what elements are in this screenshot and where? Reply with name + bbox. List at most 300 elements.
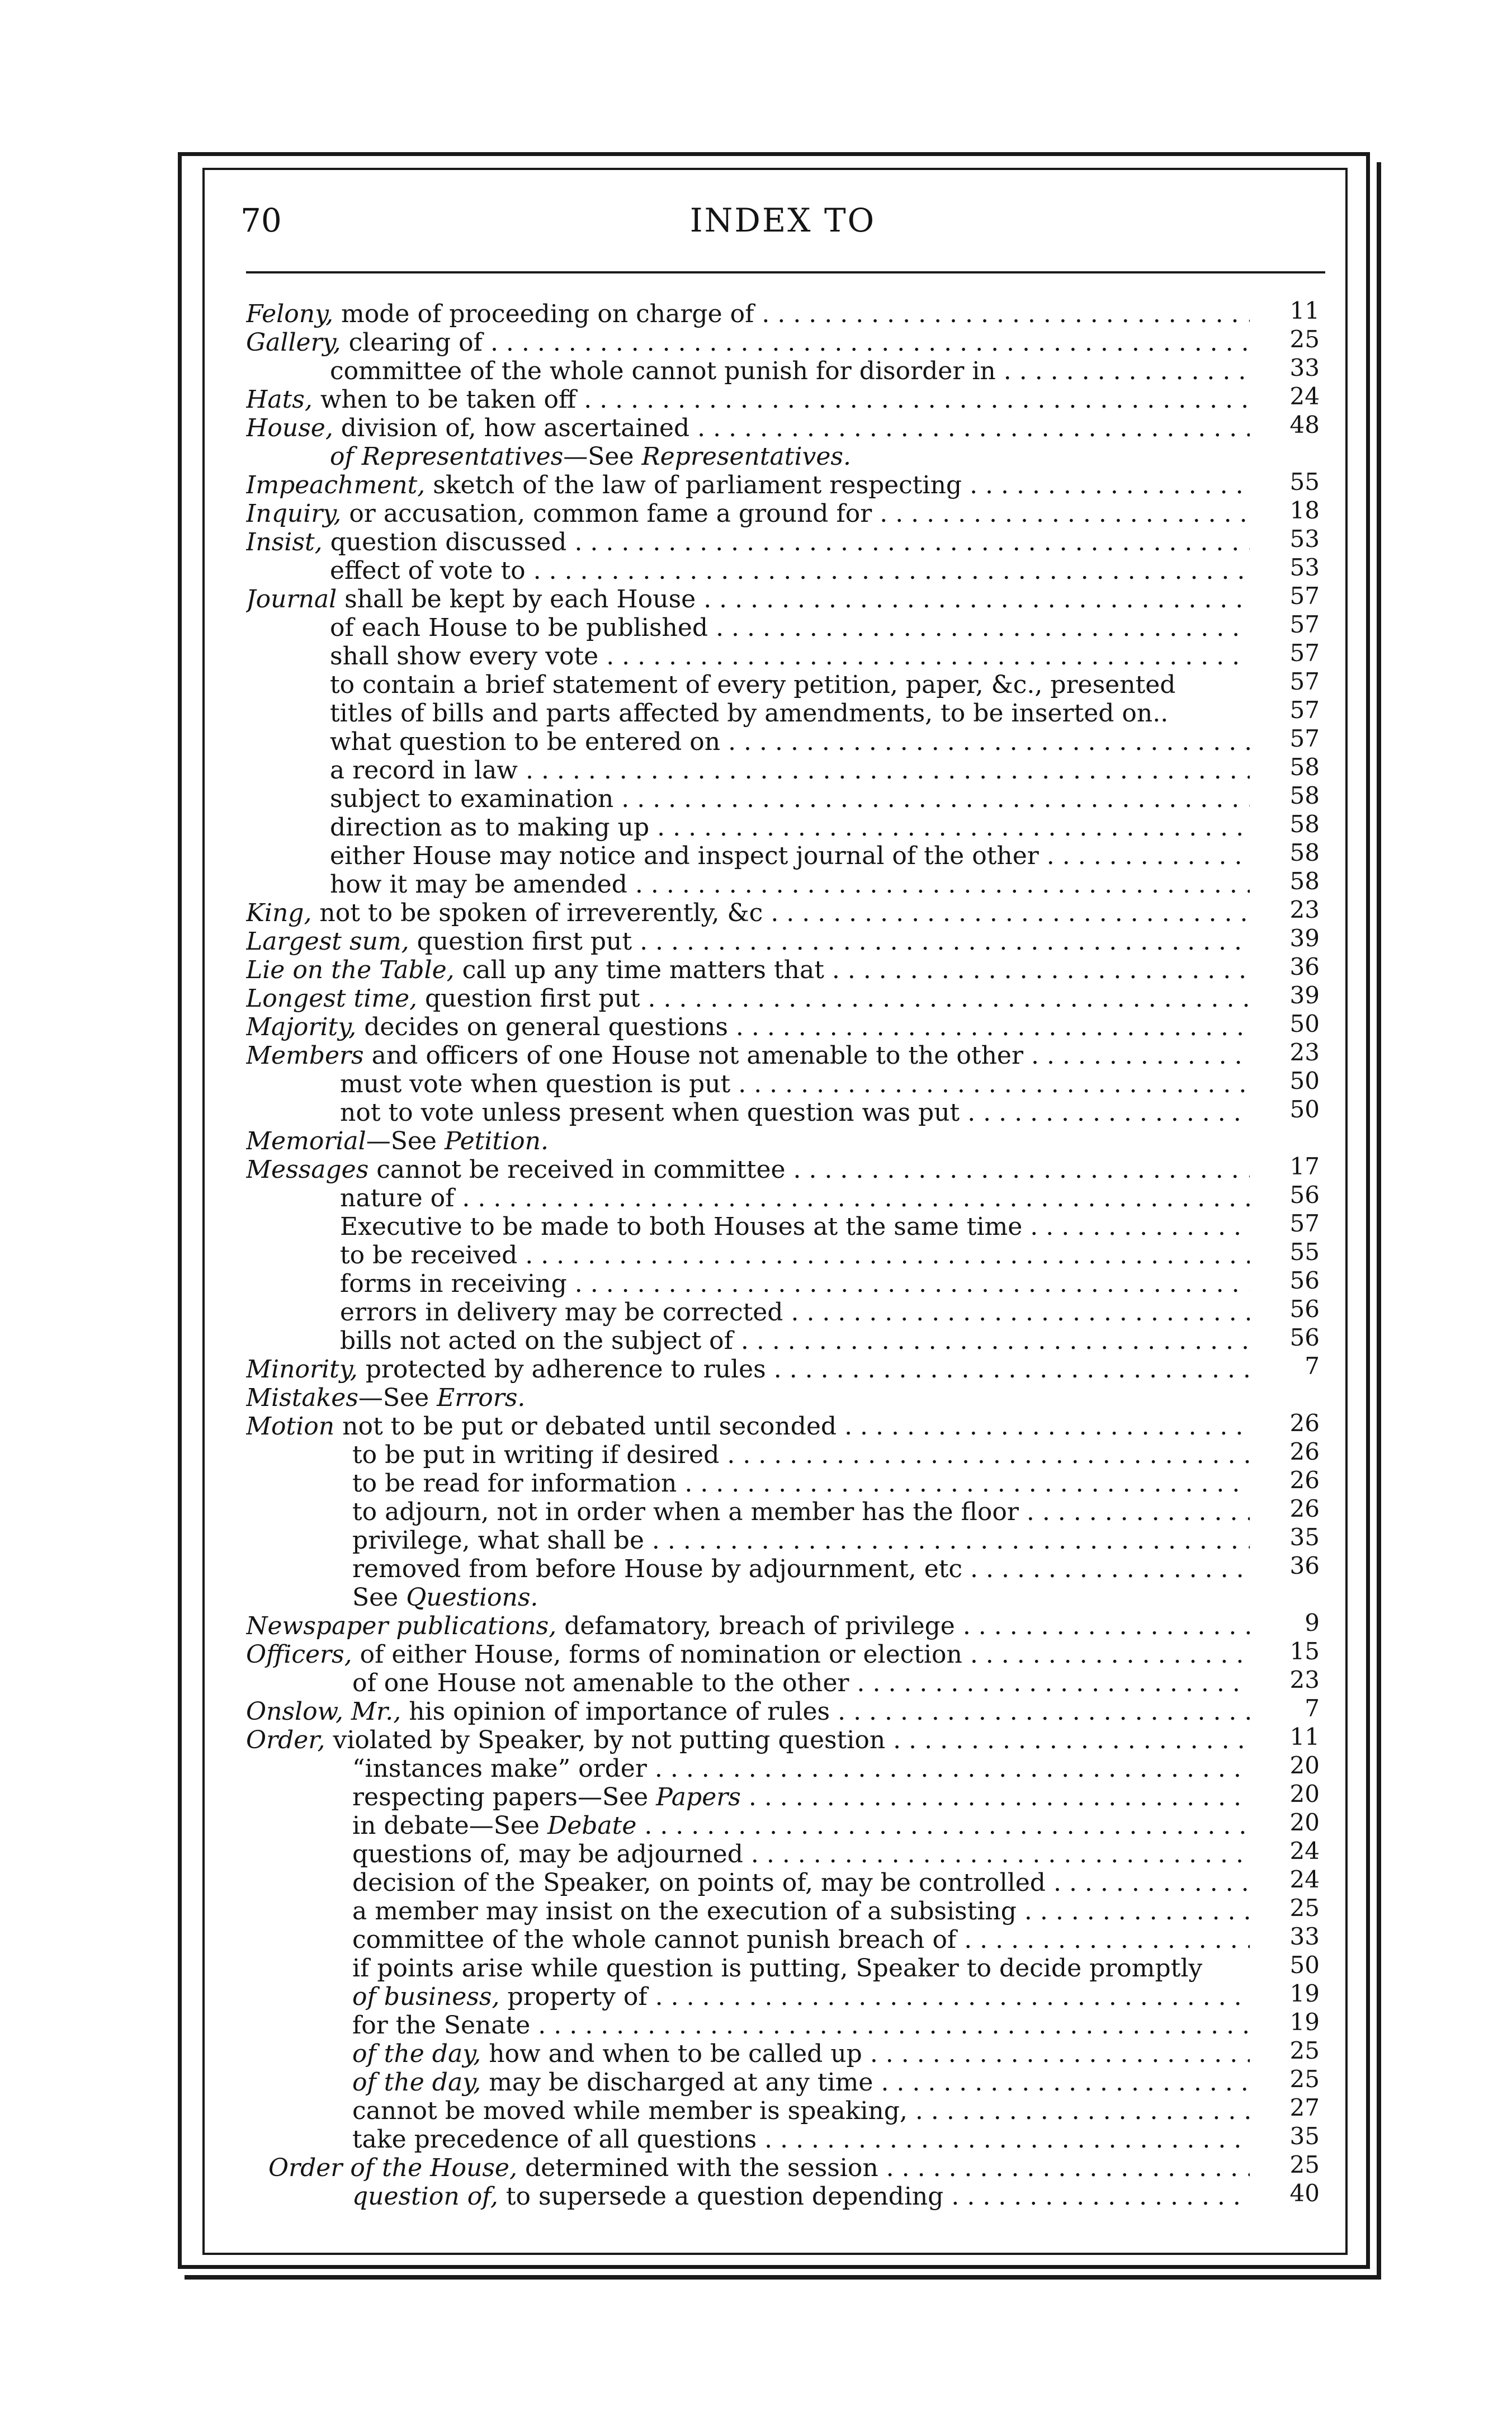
index-entry <box>246 525 1334 556</box>
entry-body: determined with the session <box>517 2154 878 2182</box>
entry-body: either House may notice and inspect journal of the other <box>330 842 1039 870</box>
index-entry <box>246 1466 1334 1498</box>
entry-body: or accusation, common fame a ground for <box>341 499 872 528</box>
entry-body: how it may be amended <box>330 870 627 899</box>
index-entry <box>246 1951 1334 1983</box>
index-entry <box>246 1723 1334 1754</box>
entry-heading: Inquiry, <box>246 499 342 528</box>
entry-cross-reference: Errors. <box>437 1384 526 1412</box>
entry-text <box>352 1441 1250 1469</box>
entry-body: errors in delivery may be corrected <box>340 1298 783 1327</box>
entry-heading: Longest time, <box>246 984 418 1013</box>
entry-body: privilege, what shall be <box>352 1526 644 1555</box>
entry-body: not to vote unless present when question was put <box>340 1098 960 1127</box>
entry-text <box>246 956 1250 984</box>
entry-text <box>246 328 1250 357</box>
entry-body: to contain a brief statement of every petition, paper, &c., presented <box>330 671 1176 699</box>
entry-text <box>352 2068 1250 2097</box>
entry-body: if points arise while question is putting, Speaker to decide promptly <box>352 1954 1203 1983</box>
index-entry <box>246 1837 1334 1868</box>
entry-page-number: 57 <box>1289 611 1320 638</box>
entry-body: how and when to be called up <box>481 2040 862 2068</box>
index-entry <box>246 1552 1334 1583</box>
entry-body: and officers of one House not amenable to the other <box>363 1041 1023 1070</box>
entry-heading: Memorial <box>246 1127 366 1155</box>
entry-body: titles of bills and parts affected by amendments, to be inserted on.. <box>330 699 1169 728</box>
entry-heading: Gallery, <box>246 328 341 357</box>
entry-text <box>352 1897 1250 1926</box>
page-border-shadow-right <box>1377 162 1381 2275</box>
entry-text <box>330 442 1250 471</box>
entry-text <box>352 2011 1250 2040</box>
index-entry <box>246 953 1334 984</box>
entry-page-number: 40 <box>1289 2179 1320 2207</box>
entry-text <box>352 2182 1250 2211</box>
entry-body: sketch of the law of parliament respecting <box>425 471 962 499</box>
entry-text <box>246 471 1250 499</box>
entry-text <box>352 1783 1250 1811</box>
index-entry <box>246 556 1334 585</box>
entry-heading: of the day, <box>352 2040 481 2068</box>
entry-body: to supersede a question depending <box>498 2182 944 2211</box>
index-entry <box>246 1697 1334 1726</box>
index-entry <box>246 810 1334 842</box>
entry-text <box>330 642 1250 671</box>
entry-body: question discussed <box>322 528 567 556</box>
entry-page-number: 35 <box>1289 1523 1320 1551</box>
index-entry <box>246 1067 1334 1098</box>
entry-body: property of <box>499 1983 648 2011</box>
entry-page-number: 20 <box>1289 1752 1320 1779</box>
entry-body: to adjourn, not in order when a member has the floor <box>352 1498 1019 1526</box>
entry-page-number: 53 <box>1289 525 1320 553</box>
entry-text <box>246 499 1250 528</box>
entry-text <box>246 984 1250 1013</box>
running-head: INDEX TO <box>689 201 876 239</box>
index-entry <box>246 611 1334 642</box>
index-entry <box>246 2122 1334 2154</box>
entry-text <box>246 927 1250 956</box>
entry-heading: Felony, <box>246 300 334 328</box>
entry-body: a record in law <box>330 756 518 785</box>
index-entry <box>246 1324 1334 1355</box>
entry-text <box>246 1013 1250 1041</box>
entry-text <box>330 813 1250 842</box>
entry-page-number: 25 <box>1289 1894 1320 1922</box>
index-entry <box>246 1583 1334 1612</box>
entry-body: clearing of <box>341 328 483 357</box>
entry-text <box>340 1298 1250 1327</box>
entry-page-number: 56 <box>1289 1295 1320 1323</box>
index-entry <box>246 1041 1334 1070</box>
entry-body: call up any time matters that <box>454 956 824 984</box>
entry-page-number: 58 <box>1289 782 1320 809</box>
entry-text <box>352 1983 1250 2011</box>
entry-text <box>352 1669 1250 1697</box>
entry-body: violated by Speaker, by not putting question <box>325 1726 886 1754</box>
entry-page-number: 57 <box>1289 582 1320 610</box>
entry-page-number: 33 <box>1289 1923 1320 1950</box>
entry-body: See <box>352 1583 407 1612</box>
entry-body: —See <box>366 1127 445 1155</box>
entry-page-number: 26 <box>1289 1438 1320 1465</box>
entry-heading: Impeachment, <box>246 471 426 499</box>
entry-text <box>352 1954 1250 1983</box>
entry-text <box>340 1070 1250 1098</box>
entry-text <box>246 1697 1250 1726</box>
index-entry <box>246 1238 1334 1270</box>
index-entry <box>246 753 1334 785</box>
entry-heading: Order, <box>246 1726 325 1754</box>
entry-body: nature of <box>340 1184 455 1212</box>
index-entry <box>246 1811 1334 1840</box>
entry-text <box>352 1469 1250 1498</box>
entry-text <box>352 1754 1250 1783</box>
entry-text <box>246 1384 1250 1412</box>
entry-body: decision of the Speaker, on points of, may be controlled <box>352 1868 1046 1897</box>
entry-body: when to be taken off <box>312 385 577 414</box>
entry-heading: Hats, <box>246 385 313 414</box>
entry-body: bills not acted on the subject of <box>340 1327 733 1355</box>
entry-text <box>340 1212 1250 1241</box>
entry-cross-reference: Petition. <box>444 1127 549 1155</box>
index-entry <box>246 1098 1334 1127</box>
entry-body: his opinion of importance of rules <box>401 1697 830 1726</box>
entry-page-number: 25 <box>1289 325 1320 353</box>
entry-body: —See <box>563 442 642 471</box>
entry-text <box>246 1155 1250 1184</box>
index-entry <box>246 1295 1334 1327</box>
index-entry <box>246 468 1334 499</box>
entry-page-number: 24 <box>1289 383 1320 410</box>
entry-body: in debate—See <box>352 1811 547 1840</box>
entry-page-number: 26 <box>1289 1409 1320 1437</box>
entry-text <box>352 2097 1250 2125</box>
index-entry <box>246 896 1334 927</box>
page-number: 70 <box>240 201 282 239</box>
entry-heading: Messages <box>246 1155 369 1184</box>
entry-body: Executive to be made to both Houses at the same time <box>340 1212 1023 1241</box>
entry-text <box>268 2154 1250 2182</box>
entry-heading: Largest sum, <box>246 927 409 956</box>
entry-text <box>246 385 1250 414</box>
index-entry <box>246 668 1334 699</box>
index-entry <box>246 1384 1334 1412</box>
entry-page-number: 35 <box>1289 2122 1320 2150</box>
entry-body: question first put <box>409 927 632 956</box>
entry-body: mode of proceeding on charge of <box>333 300 754 328</box>
entry-text <box>330 728 1250 756</box>
entry-page-number: 55 <box>1289 468 1320 496</box>
entry-page-number: 15 <box>1289 1638 1320 1665</box>
entry-heading: Newspaper publications, <box>246 1612 557 1640</box>
index-entry <box>246 1212 1334 1241</box>
entry-text <box>246 528 1250 556</box>
entry-text <box>340 1327 1250 1355</box>
entry-body: not to be put or debated until seconded <box>334 1412 837 1441</box>
entry-heading: Mistakes <box>246 1384 358 1412</box>
entry-page-number: 23 <box>1289 896 1320 923</box>
entry-body: committee of the whole cannot punish for disorder in <box>330 357 996 385</box>
entry-heading: King, <box>246 899 312 927</box>
entry-text <box>246 1412 1250 1441</box>
entry-text <box>352 1926 1250 1954</box>
entry-body: to be read for information <box>352 1469 677 1498</box>
index-entry <box>246 1181 1334 1212</box>
entry-page-number: 17 <box>1289 1153 1320 1180</box>
entry-heading: Order of the House, <box>268 2154 517 2182</box>
index-entry <box>246 1010 1334 1041</box>
entry-body: shall be kept by each House <box>337 585 696 614</box>
index-entry <box>246 924 1334 956</box>
index-entry <box>246 1495 1334 1526</box>
entry-page-number: 23 <box>1289 1039 1320 1066</box>
entry-text <box>330 842 1250 870</box>
index-entry <box>246 1640 1334 1669</box>
entry-body: of either House, forms of nomination or election <box>352 1640 962 1669</box>
entry-page-number: 57 <box>1289 1210 1320 1237</box>
entry-heading: House, <box>246 414 333 442</box>
entry-text <box>352 1868 1250 1897</box>
entry-text <box>352 1811 1250 1840</box>
index-entry <box>246 442 1334 471</box>
entry-body: a member may insist on the execution of a subsisting <box>352 1897 1017 1926</box>
entry-body: not to be spoken of irreverently, &c <box>311 899 763 927</box>
index-entry <box>246 1438 1334 1469</box>
entry-text <box>246 300 1250 328</box>
entry-body: cannot be moved while member is speaking, <box>352 2097 908 2125</box>
entry-text <box>330 671 1250 699</box>
entry-text <box>246 585 1250 614</box>
entry-body: take precedence of all questions <box>352 2125 757 2154</box>
entry-text <box>330 785 1250 813</box>
entry-text <box>246 1127 1250 1155</box>
entry-body: protected by adherence to rules <box>357 1355 766 1384</box>
entry-page-number: 50 <box>1289 1096 1320 1123</box>
entry-body: division of, how ascertained <box>333 414 690 442</box>
entry-page-number: 50 <box>1289 1067 1320 1094</box>
entry-page-number: 56 <box>1289 1181 1320 1209</box>
entry-cross-reference: Papers <box>656 1783 741 1811</box>
entry-page-number: 25 <box>1289 2065 1320 2093</box>
index-entry <box>246 325 1334 357</box>
entry-page-number: 39 <box>1289 982 1320 1009</box>
entry-body: for the Senate <box>352 2011 531 2040</box>
entry-heading: Journal <box>246 585 337 614</box>
entry-body: “instances make” order <box>352 1754 647 1783</box>
index-entry <box>246 867 1334 899</box>
index-entry <box>246 2094 1334 2125</box>
entry-body: cannot be received in committee <box>368 1155 786 1184</box>
entry-page-number: 36 <box>1289 1552 1320 1579</box>
entry-page-number: 33 <box>1289 354 1320 381</box>
index-entry <box>246 499 1334 528</box>
entry-page-number: 36 <box>1289 953 1320 980</box>
index-entry <box>246 1609 1334 1640</box>
index-entry <box>246 582 1334 614</box>
index-entry <box>246 1894 1334 1926</box>
entry-page-number: 20 <box>1289 1809 1320 1836</box>
index-entry <box>246 1868 1334 1897</box>
index-entry <box>246 297 1334 328</box>
entry-text <box>330 870 1250 899</box>
entry-cross-reference: Representatives. <box>641 442 851 471</box>
index-entry <box>246 411 1334 442</box>
entry-body: forms in receiving <box>340 1270 567 1298</box>
entry-text <box>352 1583 1250 1612</box>
entry-page-number: 58 <box>1289 810 1320 838</box>
entry-text <box>352 2040 1250 2068</box>
index-entry <box>246 984 1334 1013</box>
index-entry <box>246 1923 1334 1954</box>
entry-body: subject to examination <box>330 785 614 813</box>
index-entry <box>246 2151 1334 2182</box>
index-entry <box>246 639 1334 671</box>
entry-page-number: 58 <box>1289 839 1320 866</box>
entry-body: removed from before House by adjournment, etc <box>352 1555 963 1583</box>
index-entry <box>246 782 1334 813</box>
entry-body: may be discharged at any time <box>481 2068 873 2097</box>
entry-body: questions of, may be adjourned <box>352 1840 743 1868</box>
index-entry <box>246 2008 1334 2040</box>
entry-heading: of Representatives <box>330 442 564 471</box>
entry-heading: Motion <box>246 1412 335 1441</box>
entry-page-number: 58 <box>1289 867 1320 895</box>
entry-text <box>352 1840 1250 1868</box>
entry-page-number: 57 <box>1289 725 1320 752</box>
index-entry <box>246 1780 1334 1811</box>
entry-body: what question to be entered on <box>330 728 721 756</box>
entry-text <box>330 699 1250 728</box>
index-entry <box>246 2037 1334 2068</box>
entry-text <box>246 1355 1250 1384</box>
entry-page-number: 11 <box>1289 1723 1320 1750</box>
index-entry <box>246 1267 1334 1298</box>
entry-page-number: 25 <box>1289 2037 1320 2064</box>
entry-page-number: 57 <box>1289 639 1320 667</box>
header-rule <box>246 271 1325 273</box>
entry-page-number: 48 <box>1289 411 1320 438</box>
entry-page-number: 56 <box>1289 1324 1320 1351</box>
entry-body: must vote when question is put <box>340 1070 731 1098</box>
entry-text <box>330 614 1250 642</box>
entry-text <box>246 899 1250 927</box>
entry-page-number: 50 <box>1289 1951 1320 1979</box>
entry-body: to be received <box>340 1241 518 1270</box>
entry-body: defamatory, breach of privilege <box>556 1612 955 1640</box>
entry-body: of each House to be published <box>330 614 708 642</box>
index-entry <box>246 1155 1334 1184</box>
index-entry <box>246 839 1334 870</box>
entry-heading: Majority, <box>246 1013 357 1041</box>
entry-page-number: 25 <box>1289 2151 1320 2178</box>
entry-page-number: 24 <box>1289 1866 1320 1893</box>
entry-page-number: 9 <box>1305 1609 1320 1636</box>
entry-body: direction as to making up <box>330 813 650 842</box>
index-entry <box>246 1980 1334 2011</box>
entry-page-number: 19 <box>1289 2008 1320 2036</box>
index-entries <box>246 297 1334 2211</box>
entry-page-number: 7 <box>1305 1695 1320 1722</box>
entry-page-number: 56 <box>1289 1267 1320 1294</box>
entry-heading: Members <box>246 1041 364 1070</box>
page-border-shadow-bottom <box>185 2275 1381 2280</box>
entry-text <box>246 1726 1250 1754</box>
entry-page-number: 39 <box>1289 924 1320 952</box>
index-entry <box>246 1754 1334 1783</box>
index-entry <box>246 1523 1334 1555</box>
entry-page-number: 7 <box>1305 1352 1320 1380</box>
entry-text <box>340 1184 1250 1212</box>
index-entry <box>246 696 1334 728</box>
entry-page-number: 55 <box>1289 1238 1320 1266</box>
index-entry <box>246 2179 1334 2211</box>
entry-page-number: 53 <box>1289 554 1320 581</box>
index-entry <box>246 725 1334 756</box>
entry-page-number: 23 <box>1289 1666 1320 1693</box>
entry-text <box>330 556 1250 585</box>
entry-body: to be put in writing if desired <box>352 1441 720 1469</box>
entry-heading: Insist, <box>246 528 323 556</box>
entry-page-number: 27 <box>1289 2094 1320 2121</box>
entry-heading: of the day, <box>352 2068 481 2097</box>
entry-body: question first put <box>417 984 640 1013</box>
entry-heading: question of, <box>352 2182 498 2211</box>
entry-text <box>246 1041 1250 1070</box>
index-entry <box>246 2065 1334 2097</box>
entry-text <box>340 1241 1250 1270</box>
entry-page-number: 57 <box>1289 696 1320 724</box>
entry-cross-reference: Debate <box>547 1811 637 1840</box>
entry-page-number: 57 <box>1289 668 1320 695</box>
entry-text <box>340 1270 1250 1298</box>
entry-text <box>352 1498 1250 1526</box>
entry-body: respecting papers—See <box>352 1783 656 1811</box>
entry-text <box>246 1612 1250 1640</box>
entry-page-number: 20 <box>1289 1780 1320 1808</box>
index-entry <box>246 354 1334 385</box>
entry-text <box>246 414 1250 442</box>
entry-page-number: 24 <box>1289 1837 1320 1865</box>
entry-heading: Officers, <box>246 1640 352 1669</box>
entry-page-number: 19 <box>1289 1980 1320 2007</box>
entry-page-number: 50 <box>1289 1010 1320 1037</box>
entry-text <box>352 1526 1250 1555</box>
index-entry <box>246 1666 1334 1697</box>
entry-text <box>246 1640 1250 1669</box>
entry-heading: Lie on the Table, <box>246 956 455 984</box>
entry-cross-reference: Questions. <box>406 1583 538 1612</box>
entry-text <box>352 1555 1250 1583</box>
entry-page-number: 26 <box>1289 1495 1320 1522</box>
entry-heading: Minority, <box>246 1355 358 1384</box>
entry-body: effect of vote to <box>330 556 526 585</box>
entry-body: shall show every vote <box>330 642 599 671</box>
entry-text <box>330 756 1250 785</box>
entry-page-number: 58 <box>1289 753 1320 781</box>
index-entry <box>246 1409 1334 1441</box>
entry-page-number: 26 <box>1289 1466 1320 1494</box>
entry-heading: Onslow, Mr., <box>246 1697 401 1726</box>
entry-page-number: 11 <box>1289 297 1320 324</box>
entry-body: committee of the whole cannot punish breach of <box>352 1926 957 1954</box>
index-entry <box>246 385 1334 414</box>
entry-body: decides on general questions <box>356 1013 728 1041</box>
entry-text <box>340 1098 1250 1127</box>
entry-body: —See <box>358 1384 437 1412</box>
entry-text <box>352 2125 1250 2154</box>
entry-body: of one House not amenable to the other <box>352 1669 849 1697</box>
